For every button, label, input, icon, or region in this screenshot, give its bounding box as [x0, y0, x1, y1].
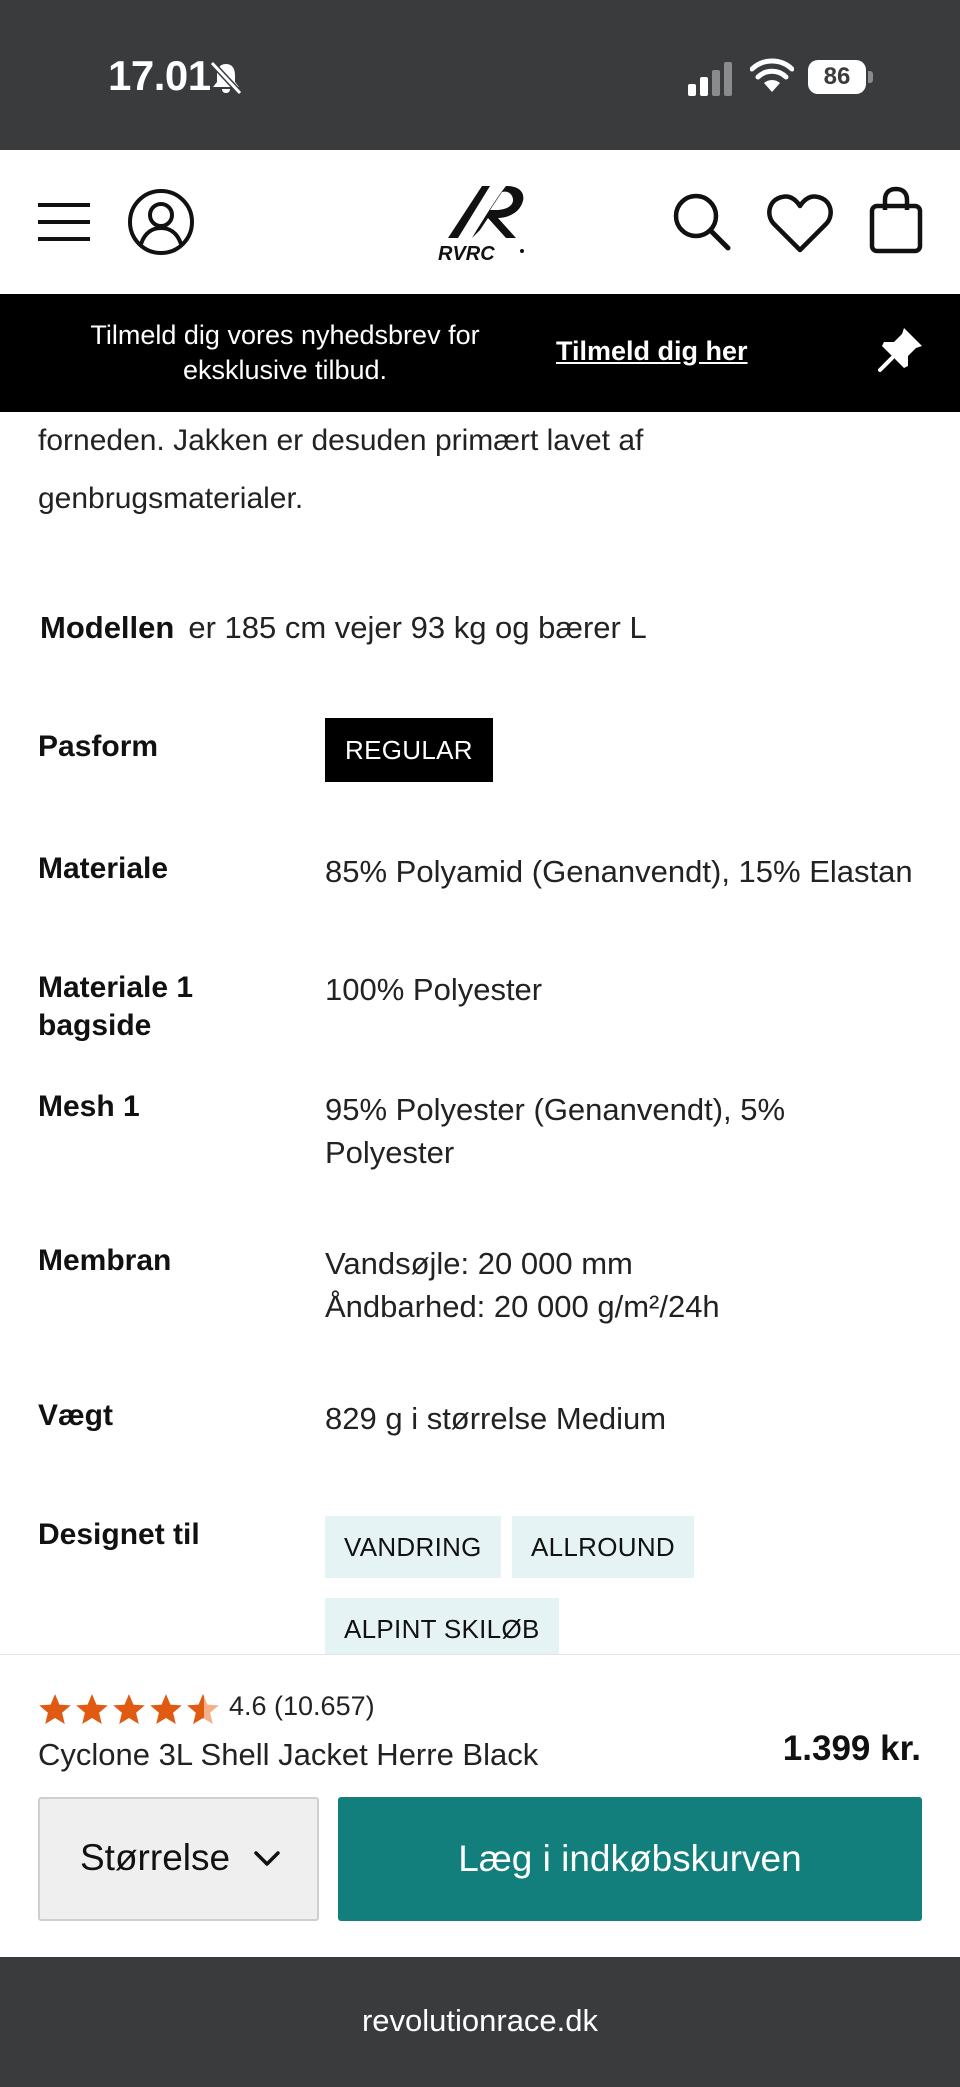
activity-tag[interactable]: ALPINT SKILØB — [325, 1598, 559, 1654]
product-price: 1.399 kr. — [782, 1729, 921, 1768]
newsletter-signup-link[interactable]: Tilmeld dig her — [556, 336, 748, 366]
battery-level: 86 — [808, 60, 866, 94]
spec-value-material: 85% Polyamid (Genanvendt), 15% Elastan — [325, 854, 913, 889]
bell-slash-icon — [208, 60, 244, 96]
chevron-down-icon — [252, 1847, 282, 1871]
activity-tag[interactable]: ALLROUND — [512, 1516, 694, 1578]
menu-icon[interactable] — [36, 199, 92, 245]
spec-label-material: Materiale — [38, 852, 169, 885]
spec-value-membrane: Vandsøjle: 20 000 mm Åndbarhed: 20 000 g/m²/24h — [325, 1246, 720, 1324]
newsletter-banner — [0, 294, 960, 412]
site-header — [0, 150, 960, 294]
newsletter-text: Tilmeld dig vores nyhedsbrev for eksklusive tilbud. — [90, 320, 480, 385]
browser-address-bar[interactable] — [0, 1957, 960, 2087]
url-text[interactable]: revolutionrace.dk — [361, 2003, 599, 2038]
signal-icon — [688, 62, 734, 96]
fit-tag: REGULAR — [325, 718, 493, 782]
model-label: Modellen — [40, 610, 175, 645]
wifi-icon — [750, 58, 794, 94]
spec-label-material-back: Materiale 1 bagside — [38, 971, 194, 1042]
battery-icon — [808, 60, 872, 94]
description-line: genbrugsmaterialer. — [38, 482, 304, 515]
spec-label-weight: Vægt — [38, 1399, 113, 1432]
pin-icon[interactable] — [874, 324, 926, 376]
heart-icon[interactable] — [766, 192, 834, 254]
product-name: Cyclone 3L Shell Jacket Herre Black — [38, 1737, 539, 1772]
spec-value-weight: 829 g i størrelse Medium — [325, 1401, 667, 1436]
bag-icon[interactable] — [868, 186, 924, 254]
spec-value-mesh: 95% Polyester (Genanvendt), 5% Polyester — [325, 1092, 786, 1170]
model-info — [40, 610, 647, 646]
status-bar — [0, 0, 960, 150]
add-to-cart-button[interactable]: Læg i indkøbskurven — [338, 1797, 922, 1921]
product-description — [38, 412, 918, 528]
rating-stars — [38, 1693, 220, 1727]
status-time: 17.01 — [108, 52, 211, 99]
rvrc-logo[interactable] — [428, 176, 532, 268]
description-line: forneden. Jakken er desuden primært lavet af — [38, 424, 644, 457]
account-icon[interactable] — [127, 188, 195, 256]
spec-label-membrane: Membran — [38, 1244, 172, 1277]
size-select-label: Størrelse — [80, 1837, 231, 1878]
size-select-button[interactable] — [38, 1797, 319, 1921]
rating-count[interactable]: 4.6 (10.657) — [229, 1691, 375, 1721]
spec-label-designed-for: Designet til — [38, 1518, 200, 1551]
spec-value-material-back: 100% Polyester — [325, 972, 543, 1007]
activity-tag[interactable]: VANDRING — [325, 1516, 501, 1578]
search-icon[interactable] — [670, 190, 732, 252]
svg-text:RVRC: RVRC — [438, 243, 495, 265]
model-text: er 185 cm vejer 93 kg og bærer L — [188, 610, 647, 645]
spec-label-fit: Pasform — [38, 730, 159, 763]
purchase-panel — [0, 1654, 960, 1957]
spec-label-mesh: Mesh 1 — [38, 1090, 140, 1123]
